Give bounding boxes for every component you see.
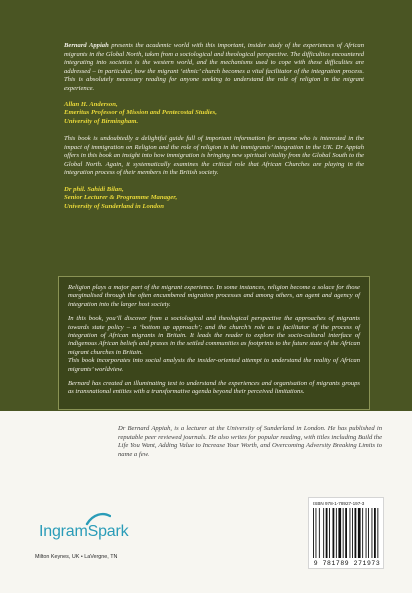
isbn-barcode	[308, 497, 384, 569]
barcode-digits: 9 781789 271973	[313, 560, 381, 567]
summary-paragraph: In this book, you’ll discover from a sociological and theological perspective the approaches of migrants towards state policy – a ‘bottom up approach’; and the church’s role as a facilitator of the process of integration of African migrants in Britain. It leads the reader to explore the socio-cultural interface of indigenous African beliefs and praxes in the settled communities as footprints to the future state of the African migrant churches in Britain.	[68, 315, 360, 356]
summary-paragraph: Religion plays a major part of the migrant experience. In some instances, religion become a solace for those marginalised through the often encumbered migration processes and among others, an agent and agency of integration into the larger host society.	[68, 284, 360, 308]
barcode-bar	[352, 508, 353, 558]
endorsement-2-text: This book is undoubtedly a delightful guide full of important information for anyone who is interested in the impact of immigration on Religion and the role of religion in the immigrants’ integration in the UK. Dr Appiah offers in this book an insight into how immigration is bringing new spiritual vitality from the Global South to the Global North. Again, it systematically examines the critical role that African Churches are playing in the integration process of their members in the British society.	[64, 135, 364, 177]
signature-title: Senior Lecturer & Programme Manager,	[64, 194, 178, 202]
publisher-name: IngramSpark	[39, 523, 129, 540]
barcode-bar	[368, 508, 369, 558]
summary-box	[58, 276, 370, 410]
barcode-bar	[362, 508, 363, 558]
summary-paragraph: Bernard has created an illuminating text to understand the experiences and organisation of migrants groups as transnational entities with a transformative agenda beyond their perceived limitations.	[68, 380, 360, 396]
barcode-bar	[355, 508, 357, 558]
signature-title: Emeritus Professor of Mission and Pentecostal Studies,	[64, 109, 217, 117]
barcode-bar	[350, 508, 351, 558]
endorsement-2-signature	[64, 186, 364, 211]
barcode-bar	[326, 508, 328, 558]
barcode-bar	[345, 508, 347, 558]
barcode-bar	[319, 508, 320, 558]
barcode-bar	[333, 508, 335, 558]
barcode-bar	[372, 508, 373, 558]
barcode-bar	[338, 508, 341, 558]
barcode-bar	[377, 508, 378, 558]
barcode-bar	[313, 508, 314, 558]
barcode-bar	[366, 508, 367, 558]
publisher-logo	[27, 512, 157, 562]
barcode-bars	[313, 508, 381, 558]
signature-name: Allan H. Anderson,	[64, 101, 118, 108]
barcode-bar	[329, 508, 330, 558]
isbn-label: ISBN 978-1-78927-197-3	[313, 501, 365, 506]
endorsement-1-author: Bernard Appiah	[64, 42, 109, 49]
signature-org: University of Sunderland in London	[64, 202, 164, 210]
barcode-bar	[323, 508, 324, 558]
barcode-bar	[316, 508, 317, 558]
endorsement-1-text: presents the academic world with this important, insider study of the experiences of African migrants in the Global North, taken from a sociological and theological perspective. The difficulties encountered integrating into societies is the western world, and the mechanisms used to cope with these difficulties are addressed – in particular, how the migrant ‘ethnic’ church becomes a vital facilitator of the integration process. This is absolutely necessary reading for anyone seeking to understand the role of religion in the migrant experience.	[64, 42, 364, 92]
author-bio: Dr Bernard Appiah, is a lecturer at the University of Sunderland in London. He has published in reputable peer reviewed journals. He also writes for popular reading, with titles including Build the Life You Want, Adding Value to Increase Your Worth, and Overcoming Adversity Breaking Limits to name a few.	[118, 425, 382, 458]
endorsement-1	[64, 42, 364, 93]
barcode-bar	[374, 508, 376, 558]
signature-name: Dr phil. Sahidi Bilan,	[64, 185, 124, 193]
publisher-locations: Milton Keynes, UK • LaVergne, TN	[35, 554, 118, 560]
barcode-bar	[358, 508, 361, 558]
barcode-bar	[343, 508, 344, 558]
endorsement-1-signature	[64, 101, 364, 126]
summary-paragraph: This book incorporates into social analysis the insider-oriented attempt to understand the reality of African migrants’ worldview.	[68, 357, 360, 373]
endorsements	[64, 42, 364, 220]
barcode-bar	[336, 508, 337, 558]
signature-org: University of Birmingham.	[64, 117, 139, 125]
